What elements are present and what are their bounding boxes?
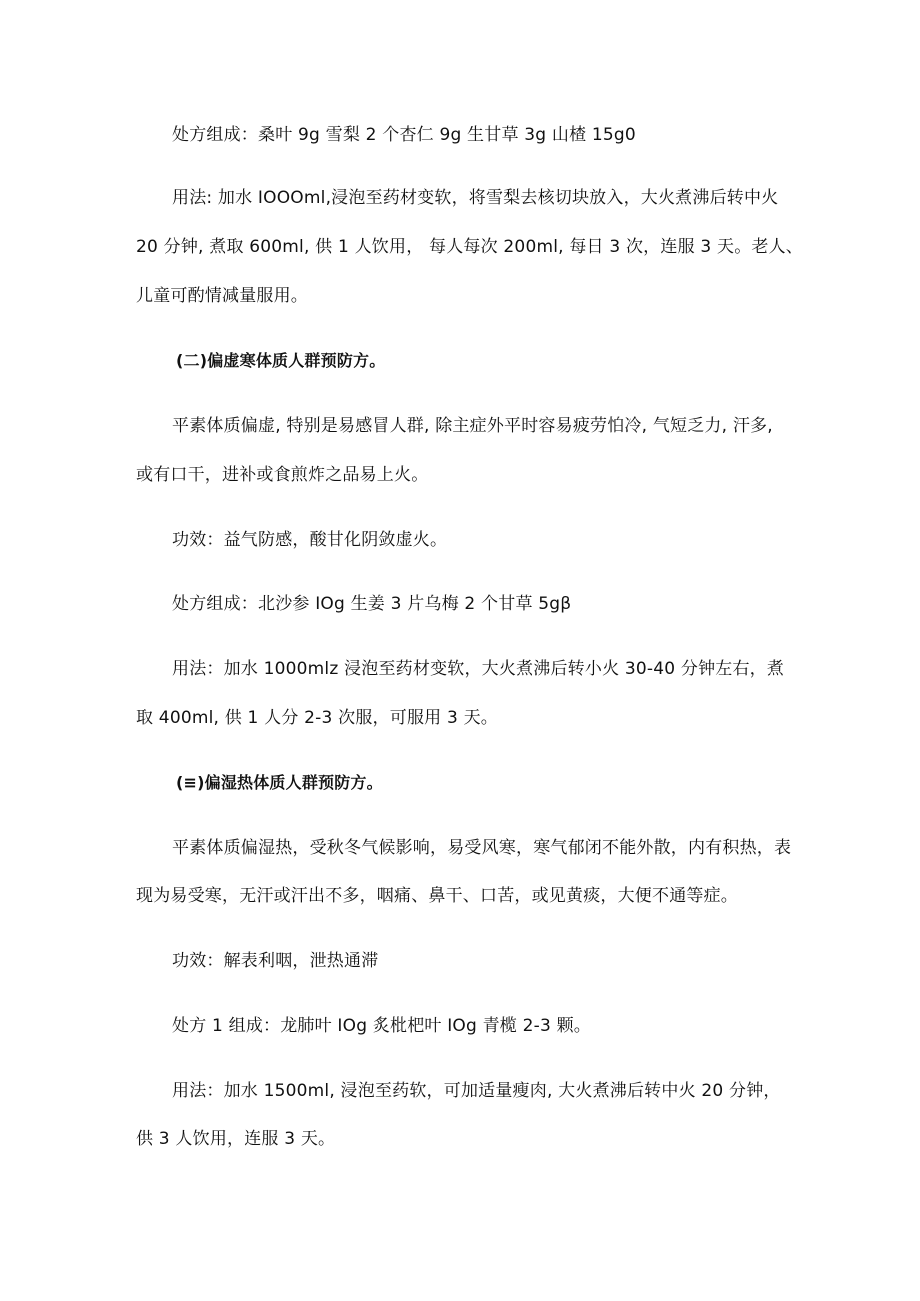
usage-1-line-2: 20 分钟, 煮取 600ml, 供 1 人饮用， 每人每次 200ml, 每日 3 次，连服 3 天。老人、 [136, 237, 804, 257]
section-2-usage-line-1: 用法：加水 1000mlz 浸泡至药材变软，大火煮沸后转小火 30-40 分钟左右，煮 [172, 659, 785, 679]
section-3-description-line-1: 平素体质偏湿热，受秋冬气候影响，易受风寒，寒气郁闭不能外散，内有积热，表 [172, 838, 792, 858]
usage-1-line-1: 用法: 加水 IOOOml,浸泡至药材变软，将雪梨去核切块放入，大火煮沸后转中火 [172, 188, 779, 208]
section-3-description-line-2: 现为易受寒，无汗或汗出不多，咽痛、鼻干、口苦，或见黄痰，大便不通等症。 [136, 886, 738, 906]
section-3-usage-line-1: 用法：加水 1500ml, 浸泡至药软，可加适量瘦肉, 大火煮沸后转中火 20 分钟， [172, 1081, 781, 1101]
section-2-description-line-1: 平素体质偏虚, 特别是易感冒人群, 除主症外平时容易疲劳怕冷, 气短乏力, 汗多, [172, 416, 773, 436]
section-2-heading: (二)偏虚寒体质人群预防方。 [176, 351, 386, 370]
section-3-composition: 处方 1 组成：龙肺叶 IOg 炙枇杷叶 IOg 青榄 2-3 颗。 [172, 1016, 591, 1036]
section-3-usage-line-2: 供 3 人饮用，连服 3 天。 [136, 1129, 336, 1149]
section-2-composition: 处方组成：北沙参 IOg 生姜 3 片乌梅 2 个甘草 5gβ [172, 594, 572, 614]
section-2-description-line-2: 或有口干，进补或食煎炸之品易上火。 [136, 465, 429, 485]
section-3-heading: (≡)偏湿热体质人群预防方。 [176, 773, 383, 792]
section-2-effect: 功效：益气防感，酸甘化阴敛虚火。 [172, 530, 448, 550]
section-3-effect: 功效：解表利咽，泄热通滞 [172, 951, 379, 971]
prescription-1-composition: 处方组成：桑叶 9g 雪梨 2 个杏仁 9g 生甘草 3g 山楂 15g0 [172, 125, 636, 145]
section-2-usage-line-2: 取 400ml, 供 1 人分 2-3 次服，可服用 3 天。 [136, 708, 498, 728]
usage-1-line-3: 儿童可酌情减量服用。 [136, 286, 308, 306]
